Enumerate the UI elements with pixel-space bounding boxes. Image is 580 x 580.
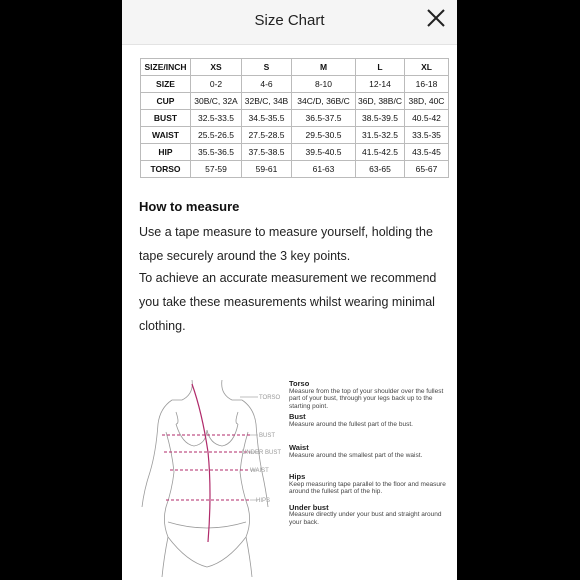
table-cell: 57-59 — [191, 161, 242, 178]
legend-text-torso: Measure from the top of your shoulder over the fullest part of your bust, through your legs back up to the starting point. — [289, 387, 444, 410]
table-cell: 32B/C, 34B — [242, 93, 292, 110]
legend-title-hips: Hips — [289, 472, 306, 481]
table-row — [141, 161, 449, 178]
table-row — [141, 110, 449, 127]
table-row — [141, 144, 449, 161]
column-header: XS — [191, 59, 242, 76]
table-cell: 63-65 — [356, 161, 405, 178]
row-header: CUP — [141, 93, 191, 110]
measurement-legend — [289, 377, 449, 526]
table-cell: 37.5-38.5 — [242, 144, 292, 161]
table-cell: 25.5-26.5 — [191, 127, 242, 144]
legend-text-under-bust: Measure directly under your bust and straight around your back. — [289, 511, 442, 526]
table-cell: 40.5-42 — [405, 110, 449, 127]
column-header: XL — [405, 59, 449, 76]
row-header: SIZE — [141, 76, 191, 93]
row-header: WAIST — [141, 127, 191, 144]
modal-header — [122, 0, 457, 45]
figure-label-torso: TORSO — [259, 395, 281, 401]
table-cell: 39.5-40.5 — [292, 144, 356, 161]
table-cell: 65-67 — [405, 161, 449, 178]
table-cell: 8-10 — [292, 76, 356, 93]
figure-label-hips: HIPS — [256, 498, 271, 504]
how-to-measure-heading: How to measure — [139, 199, 240, 214]
table-row — [141, 76, 449, 93]
table-cell: 38.5-39.5 — [356, 110, 405, 127]
figure-label-bust: BUST — [259, 433, 276, 439]
table-row — [141, 127, 449, 144]
table-cell: 36.5-37.5 — [292, 110, 356, 127]
close-icon[interactable] — [424, 6, 448, 30]
table-cell: 30B/C, 32A — [191, 93, 242, 110]
table-cell: 16-18 — [405, 76, 449, 93]
table-cell: 34.5-35.5 — [242, 110, 292, 127]
table-cell: 32.5-33.5 — [191, 110, 242, 127]
table-header-row — [141, 59, 449, 76]
figure-label-under-bust: UNDER BUST — [242, 450, 282, 456]
row-header: HIP — [141, 144, 191, 161]
table-cell: 33.5-35 — [405, 127, 449, 144]
table-cell: 29.5-30.5 — [292, 127, 356, 144]
table-cell: 43.5-45 — [405, 144, 449, 161]
legend-text-bust: Measure around the fullest part of the bust. — [289, 420, 413, 428]
size-chart-modal — [122, 0, 457, 580]
legend-title-bust: Bust — [289, 412, 306, 421]
column-header: L — [356, 59, 405, 76]
table-cell: 27.5-28.5 — [242, 127, 292, 144]
body-measurement-figure — [132, 372, 287, 577]
table-cell: 38D, 40C — [405, 93, 449, 110]
figure-label-waist: WAIST — [250, 468, 269, 474]
table-cell: 35.5-36.5 — [191, 144, 242, 161]
row-header: BUST — [141, 110, 191, 127]
table-row — [141, 93, 449, 110]
column-header: SIZE/INCH — [141, 59, 191, 76]
table-cell: 12-14 — [356, 76, 405, 93]
legend-title-torso: Torso — [289, 379, 310, 388]
legend-title-waist: Waist — [289, 443, 309, 452]
size-table — [140, 58, 449, 178]
table-cell: 4-6 — [242, 76, 292, 93]
table-cell: 31.5-32.5 — [356, 127, 405, 144]
table-cell: 34C/D, 36B/C — [292, 93, 356, 110]
table-cell: 61-63 — [292, 161, 356, 178]
column-header: M — [292, 59, 356, 76]
legend-text-waist: Measure around the smallest part of the waist. — [289, 451, 423, 459]
table-cell: 36D, 38B/C — [356, 93, 405, 110]
table-cell: 59-61 — [242, 161, 292, 178]
column-header: S — [242, 59, 292, 76]
legend-title-under-bust: Under bust — [289, 502, 329, 512]
table-cell: 41.5-42.5 — [356, 144, 405, 161]
table-cell: 0-2 — [191, 76, 242, 93]
how-to-paragraph-1: Use a tape measure to measure yourself, holding the tape securely around the 3 key points. — [139, 225, 433, 263]
row-header: TORSO — [141, 161, 191, 178]
legend-text-hips: Keep measuring tape parallel to the floor and measure around the fullest part of the hip. — [289, 480, 446, 495]
how-to-paragraph-2: To achieve an accurate measurement we recommend you take these measurements whilst wearing minimal clothing. — [139, 271, 437, 333]
modal-title: Size Chart — [254, 12, 325, 29]
